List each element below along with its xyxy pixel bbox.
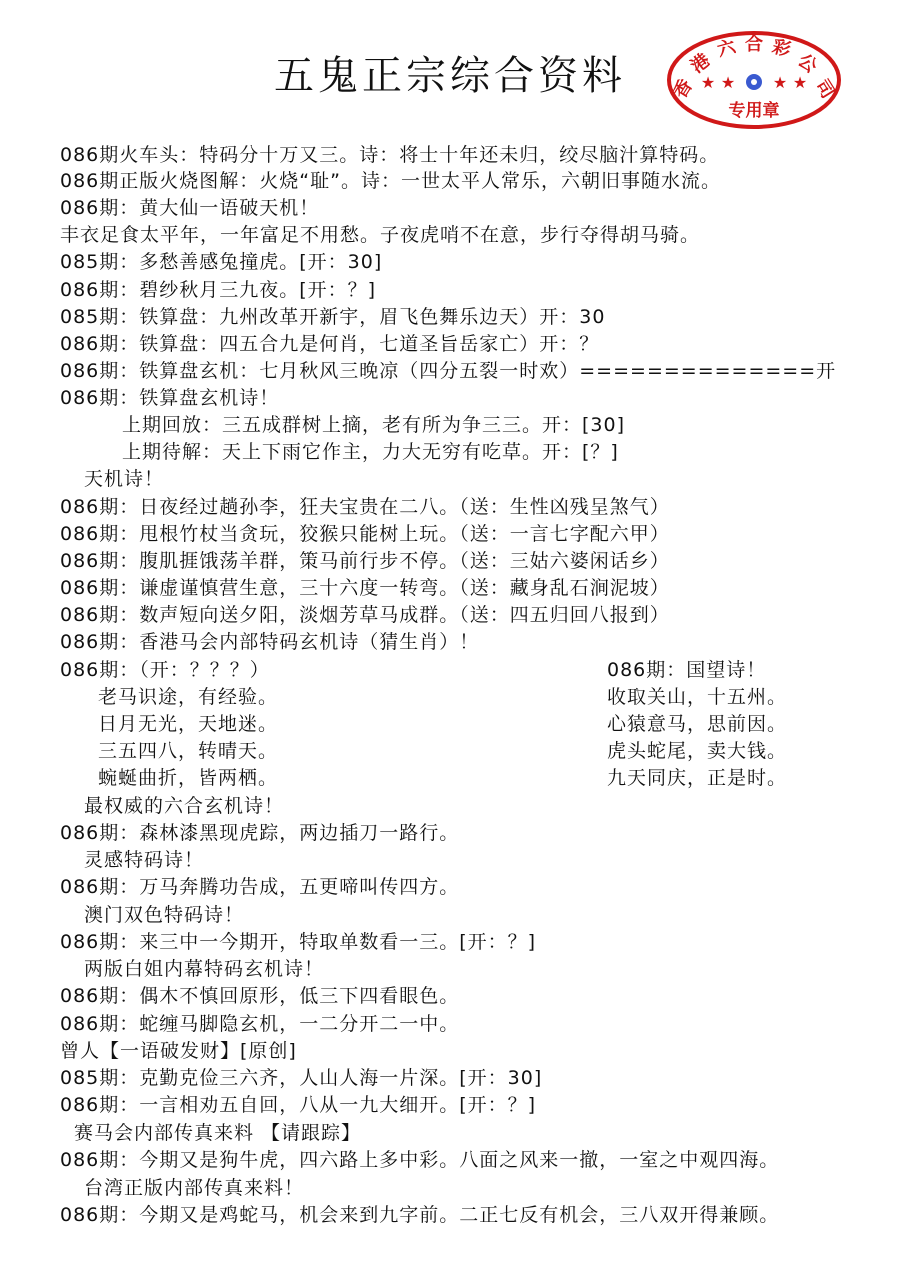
section-heading: 天机诗！ — [84, 468, 165, 490]
text-line: 086期：万马奔腾功告成，五更啼叫传四方。 — [60, 876, 460, 898]
text-line: 086期：来三中一今期开，特取单数看一三。[开：？] — [60, 931, 537, 953]
text-line: 086期：香港马会内部特码玄机诗（猜生肖）！ — [60, 631, 480, 653]
svg-text:公: 公 — [793, 49, 821, 78]
section-heading: 两版白姐内幕特码玄机诗！ — [84, 958, 325, 980]
right-poem-line: 九天同庆，正是时。 — [607, 767, 788, 789]
section-heading: 台湾正版内部传真来料！ — [84, 1177, 305, 1199]
text-line: 086期：碧纱秋月三九夜。[开：？] — [60, 279, 377, 301]
text-line: 086期：今期又是鸡蛇马，机会来到九字前。二正七反有机会，三八双开得兼顾。 — [60, 1204, 780, 1226]
text-line: 086期：今期又是狗牛虎，四六路上多中彩。八面之风来一撤，一室之中观四海。 — [60, 1149, 780, 1171]
svg-text:★: ★ — [772, 73, 788, 92]
text-line: 086期：腹肌捱饿荡羊群，策马前行步不停。（送：三姑六婆闲话乡） — [60, 550, 670, 572]
text-line: 086期：（开：？？？） — [60, 659, 270, 681]
section-heading: 最权威的六合玄机诗！ — [84, 795, 285, 817]
text-line: 086期：蛇缠马脚隐玄机，一二分开二一中。 — [60, 1013, 460, 1035]
text-line: 086期：偶木不慎回原形，低三下四看眼色。 — [60, 985, 460, 1007]
text-line: 086期：铁算盘玄机：七月秋风三晚凉（四分五裂一时欢）==============开 — [60, 360, 837, 382]
text-line: 086期：黄大仙一语破天机！ — [60, 197, 320, 219]
poem-line: 日月无光，天地迷。 — [98, 713, 279, 735]
text-line: 085期：多愁善感兔撞虎。[开：30] — [60, 251, 383, 273]
text-line: 丰衣足食太平年，一年富足不用愁。子夜虎哨不在意，步行夺得胡马骑。 — [60, 224, 701, 246]
svg-text:★: ★ — [792, 73, 808, 92]
text-line: 086期正版火烧图解：火烧“耻”。诗：一世太平人常乐，六朝旧事随水流。 — [60, 170, 721, 192]
text-line: 上期回放：三五成群树上摘，老有所为争三三。开：[30] — [122, 414, 626, 436]
text-line: 086期火车头：特码分十万又三。诗：将士十年还未归，绞尽脑汁算特码。 — [60, 144, 720, 166]
svg-text:★: ★ — [720, 73, 736, 92]
svg-text:香: 香 — [669, 75, 698, 103]
text-line: 086期：甩根竹杖当贪玩，狡猴只能树上玩。（送：一言七字配六甲） — [60, 523, 670, 545]
text-line: 085期：铁算盘：九州改革开新宇，眉飞色舞乐边天）开：30 — [60, 306, 606, 328]
svg-text:合: 合 — [745, 34, 763, 55]
page-title: 五鬼正宗综合资料 — [274, 53, 626, 99]
right-poem-title: 086期：国望诗！ — [607, 659, 767, 681]
text-line: 086期：日夜经过趟孙李，狂夫宝贵在二八。（送：生性凶残呈煞气） — [60, 496, 670, 518]
section-heading: 灵感特码诗！ — [84, 849, 205, 871]
text-line: 上期待解：天上下雨它作主，力大无穷有吃草。开：[？] — [122, 441, 619, 463]
poem-line: 蜿蜒曲折，皆两栖。 — [98, 767, 279, 789]
text-line: 086期：森林漆黑现虎踪，两边插刀一路行。 — [60, 822, 460, 844]
text-line: 086期：谦虚谨慎营生意，三十六度一转弯。（送：藏身乱石涧泥坡） — [60, 577, 670, 599]
svg-text:彩: 彩 — [770, 36, 793, 62]
text-line: 086期：铁算盘：四五合九是何肖，七道圣旨岳家亡）开：？ — [60, 333, 600, 355]
poem-line: 三五四八，转晴天。 — [98, 740, 279, 762]
svg-text:六: 六 — [715, 36, 738, 62]
company-seal-stamp — [666, 30, 842, 130]
poem-line: 老马识途，有经验。 — [98, 686, 279, 708]
svg-text:专用章: 专用章 — [728, 101, 780, 121]
svg-text:司: 司 — [810, 75, 839, 103]
text-line: 086期：数声短向送夕阳，淡烟芳草马成群。（送：四五归回八报到） — [60, 604, 670, 626]
text-line: 086期：一言相劝五自回，八从一九大细开。[开：？] — [60, 1094, 537, 1116]
section-heading: 澳门双色特码诗！ — [84, 904, 245, 926]
svg-text:港: 港 — [687, 49, 715, 78]
text-line: 085期：克勤克俭三六齐，人山人海一片深。[开：30] — [60, 1067, 543, 1089]
section-heading: 赛马会内部传真来料 【请跟踪】 — [74, 1122, 362, 1144]
right-poem-line: 收取关山，十五州。 — [607, 686, 788, 708]
section-heading: 曾人【一语破发财】[原创] — [60, 1040, 297, 1062]
right-poem-line: 心猿意马，思前因。 — [607, 713, 788, 735]
svg-text:★: ★ — [700, 73, 716, 92]
right-poem-line: 虎头蛇尾，卖大钱。 — [607, 740, 788, 762]
text-line: 086期：铁算盘玄机诗！ — [60, 387, 280, 409]
